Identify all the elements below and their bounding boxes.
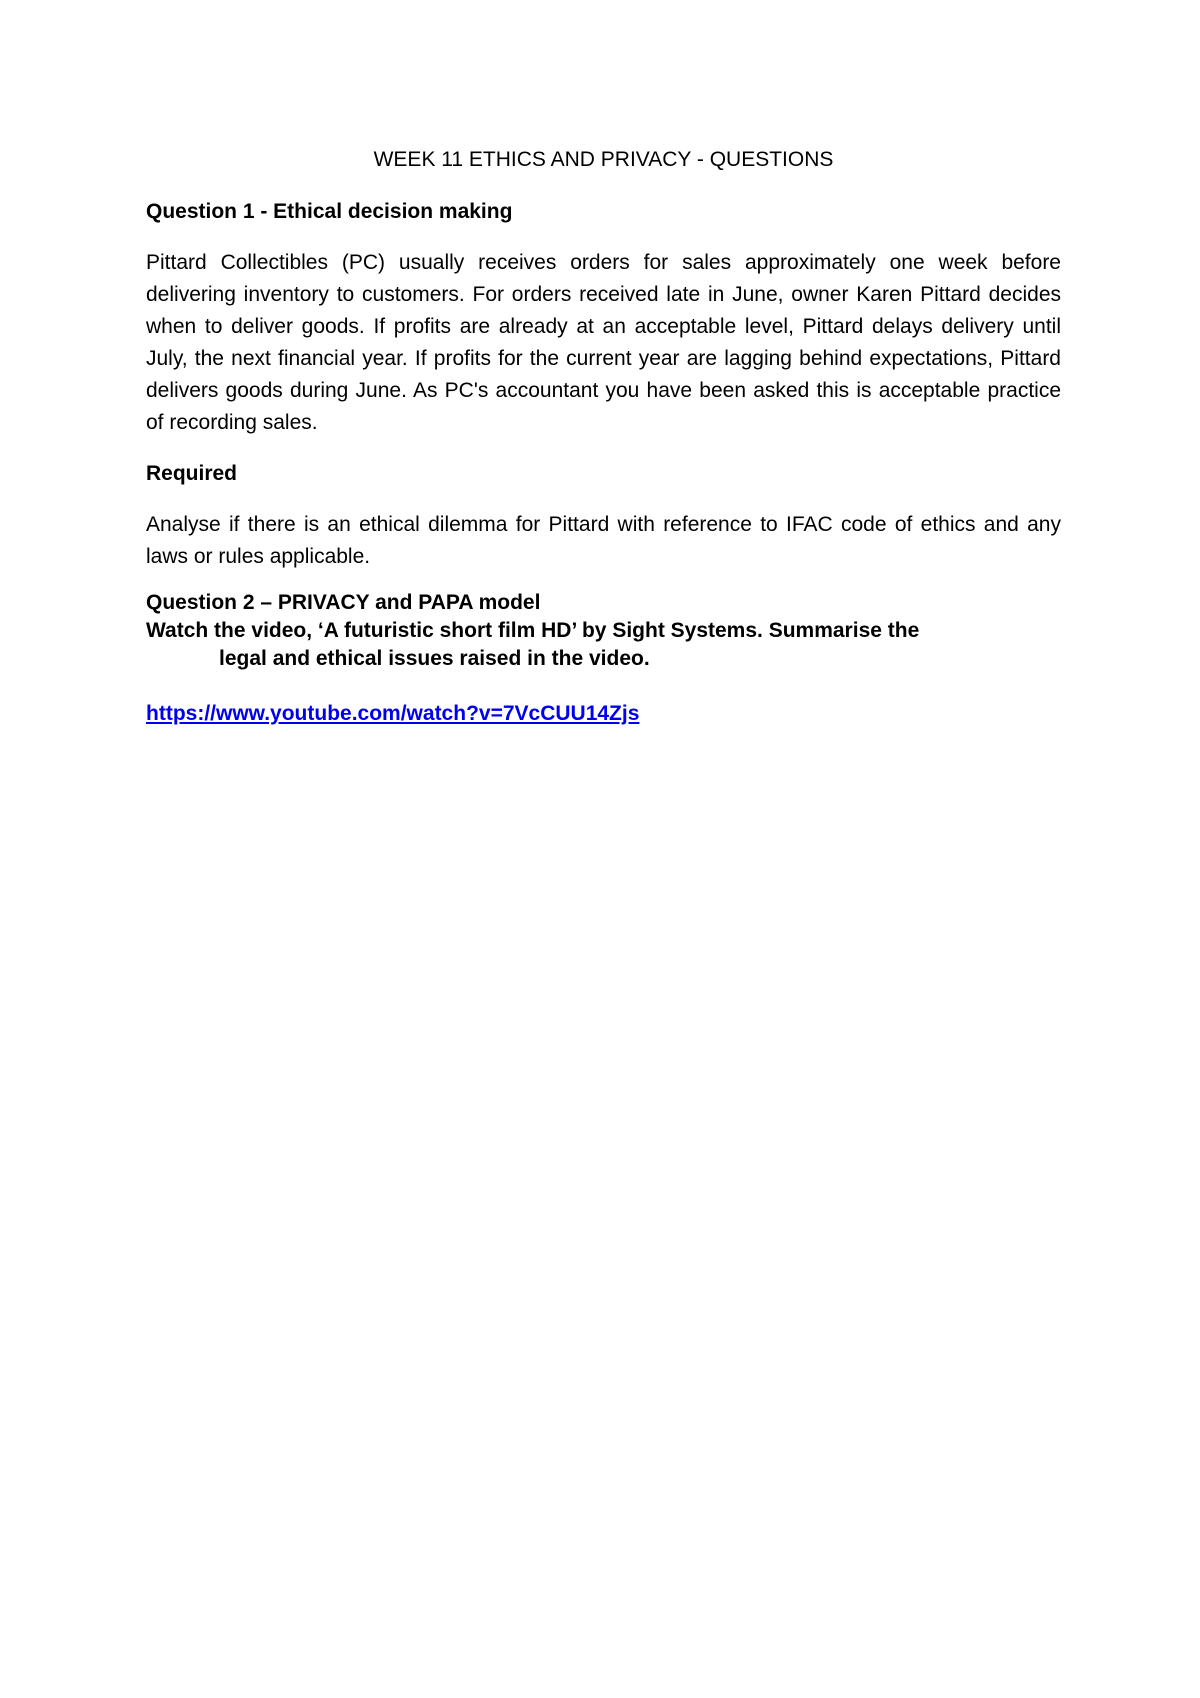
question-2-heading: Question 2 – PRIVACY and PAPA model	[146, 591, 541, 614]
question-1-body: Pittard Collectibles (PC) usually receives orders for sales approximately one week before delivering inventory to customers. For orders received late in June, owner Karen Pittard decides when to deliver goods. If profits are already at an acceptable level, Pittard delays delivery until July, the next financial year. If profits for the current year are lagging behind expectations, Pittard delivers goods during June. As PC's accountant you have been asked this is acceptable practice of recording sales.	[146, 251, 1061, 434]
document-title: WEEK 11 ETHICS AND PRIVACY - QUESTIONS	[373, 148, 834, 171]
question-2-instruction-line-2: legal and ethical issues raised in the video.	[219, 647, 650, 670]
required-heading: Required	[146, 462, 238, 485]
question-2-instruction	[146, 617, 1061, 673]
question-1-heading: Question 1 - Ethical decision making	[146, 200, 513, 223]
document-content	[146, 145, 1061, 729]
required-body: Analyse if there is an ethical dilemma for Pittard with reference to IFAC code of ethics and any laws or rules applicable.	[146, 513, 1061, 568]
video-link[interactable]: https://www.youtube.com/watch?v=7VcCUU14Zjs	[146, 702, 640, 725]
question-2-instruction-line-1: Watch the video, ‘A futuristic short film HD’ by Sight Systems. Summarise the	[146, 619, 920, 642]
